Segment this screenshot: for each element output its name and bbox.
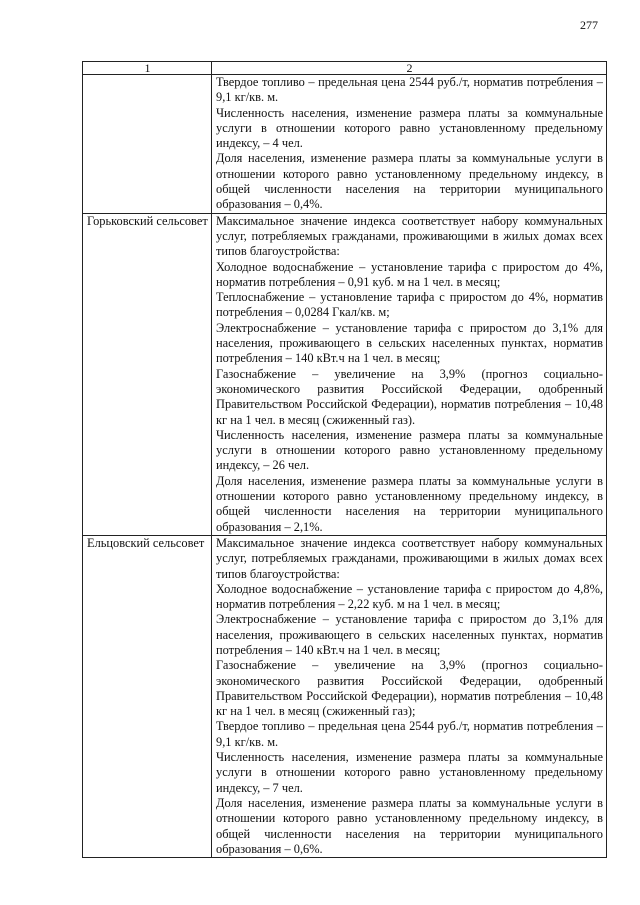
page-number: 277 [580, 18, 598, 32]
paragraph: Теплоснабжение – установление тарифа с приростом до 4%, норматив потребления – 0,0284 Гкал/кв. м; [216, 290, 603, 320]
paragraph: Газоснабжение – увеличение на 3,9% (прогноз социально-экономического развития Российской Федерации, одобренный Правительством Российской Федерации), норматив потребления – 10,48 кг на 1 чел. в месяц (сжиженный газ). [216, 366, 603, 427]
column-number-2: 2 [212, 62, 607, 75]
table-row [83, 75, 607, 214]
paragraph: Твердое топливо – предельная цена 2544 руб./т, норматив потребления – 9,1 кг/кв. м. [216, 75, 603, 105]
paragraph: Доля населения, изменение размера платы за коммунальные услуги в отношении которого равно установленному предельному индексу, в общей численности населения на территории муниципального образования – 0,4%. [216, 151, 603, 212]
table-row [83, 535, 607, 857]
paragraph: Численность населения, изменение размера платы за коммунальные услуги в отношении которого равно установленному предельному индексу, – 26 чел. [216, 427, 603, 473]
table-row [83, 213, 607, 535]
row-name [83, 75, 212, 214]
column-number-row [83, 62, 607, 75]
row-name: Горьковский сельсовет [83, 213, 212, 535]
paragraph: Газоснабжение – увеличение на 3,9% (прогноз социально-экономического развития Российской Федерации, одобренный Правительством Российской Федерации), норматив потребления – 10,48 кг на 1 чел. в месяц (сжиженный газ); [216, 658, 603, 719]
row-name: Ельцовский сельсовет [83, 535, 212, 857]
row-content [212, 213, 607, 535]
document-table [82, 61, 607, 858]
paragraph: Численность населения, изменение размера платы за коммунальные услуги в отношении которого равно установленному предельному индексу, – 7 чел. [216, 750, 603, 795]
row-content [212, 75, 607, 214]
paragraph: Холодное водоснабжение – установление тарифа с приростом до 4,8%, норматив потребления – 2,22 куб. м на 1 чел. в месяц; [216, 581, 603, 612]
paragraph: Твердое топливо – предельная цена 2544 руб./т, норматив потребления – 9,1 кг/кв. м. [216, 719, 603, 749]
paragraph: Электроснабжение – установление тарифа с приростом до 3,1% для населения, проживающего в сельских населенных пунктах, норматив потребления – 140 кВт.ч на 1 чел. в месяц; [216, 320, 603, 366]
column-number-1: 1 [83, 62, 212, 75]
paragraph: Максимальное значение индекса соответствует набору коммунальных услуг, потребляемых гражданами, проживающими в жилых домах всех типов благоустройства: [216, 213, 603, 259]
row-content [212, 535, 607, 857]
paragraph: Численность населения, изменение размера платы за коммунальные услуги в отношении которого равно установленному предельному индексу, – 4 чел. [216, 105, 603, 151]
paragraph: Холодное водоснабжение – установление тарифа с приростом до 4%, норматив потребления – 0,91 куб. м на 1 чел. в месяц; [216, 259, 603, 289]
paragraph: Максимальное значение индекса соответствует набору коммунальных услуг, потребляемых гражданами, проживающими в жилых домах всех типов благоустройства: [216, 535, 603, 581]
paragraph: Доля населения, изменение размера платы за коммунальные услуги в отношении которого равно установленному предельному индексу, в общей численности населения на территории муниципального образования – 0,6%. [216, 795, 603, 856]
paragraph: Доля населения, изменение размера платы за коммунальные услуги в отношении которого равно установленному предельному индексу, в общей численности населения на территории муниципального образования – 2,1%. [216, 473, 603, 534]
paragraph: Электроснабжение – установление тарифа с приростом до 3,1% для населения, проживающего в сельских населенных пунктах, норматив потребления – 140 кВт.ч на 1 чел. в месяц; [216, 612, 603, 657]
